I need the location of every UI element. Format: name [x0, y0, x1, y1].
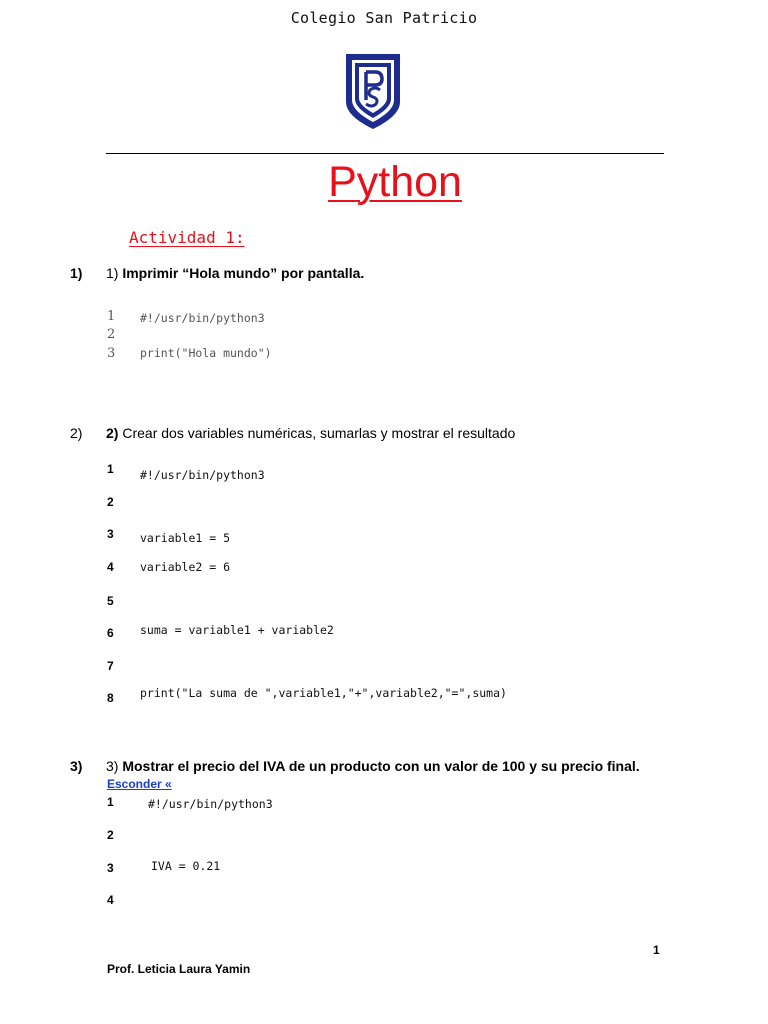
author-footer: Prof. Leticia Laura Yamin [107, 962, 251, 976]
school-header: Colegio San Patricio [290, 9, 478, 27]
code-line: #!/usr/bin/python3 [140, 468, 265, 482]
line-number: 2 [107, 828, 114, 842]
line-number: 3 [107, 861, 114, 875]
exercise-2-prefix: 2) [106, 425, 119, 441]
code-line: IVA = 0.21 [151, 859, 221, 873]
exercise-3-text: Mostrar el precio del IVA de un producto con un valor de 100 y su precio final. [122, 758, 640, 774]
page-number: 1 [653, 943, 660, 957]
code-line: variable2 = 6 [140, 560, 231, 574]
activity-heading: Actividad 1: [129, 228, 245, 247]
code-line: suma = variable1 + variable2 [140, 623, 334, 637]
shield-logo-icon [342, 50, 404, 132]
header-divider [106, 153, 664, 154]
exercise-3-statement [106, 758, 640, 774]
line-number: 3 [107, 346, 116, 361]
exercise-1-text: Imprimir “Hola mundo” por pantalla. [122, 265, 365, 281]
exercise-1-number: 1) [70, 265, 83, 281]
line-number: 1 [107, 309, 116, 324]
exercise-2-number: 2) [70, 425, 83, 441]
hide-link[interactable]: Esconder « [107, 777, 172, 791]
page-title: Python [328, 158, 462, 206]
line-number: 6 [107, 626, 114, 640]
line-number: 4 [107, 560, 114, 574]
line-number: 4 [107, 893, 114, 907]
line-number: 8 [107, 691, 114, 705]
exercise-3-number: 3) [70, 758, 83, 774]
exercise-3-prefix: 3) [106, 758, 119, 774]
line-number: 1 [107, 795, 114, 809]
line-number: 2 [107, 495, 114, 509]
code-line: #!/usr/bin/python3 [140, 311, 265, 325]
code-line: #!/usr/bin/python3 [148, 797, 273, 811]
line-number: 5 [107, 594, 114, 608]
exercise-1-prefix: 1) [106, 265, 119, 281]
code-line: print("La suma de ",variable1,"+",variable2,"=",suma) [140, 686, 507, 700]
exercise-2-statement [106, 425, 515, 441]
exercise-1-statement [106, 265, 364, 281]
line-number: 2 [107, 327, 116, 342]
line-number: 3 [107, 527, 114, 541]
line-number: 7 [107, 659, 114, 673]
line-number: 1 [107, 462, 114, 476]
code-line: print("Hola mundo") [140, 346, 272, 360]
code-line: variable1 = 5 [140, 531, 231, 545]
exercise-2-text: Crear dos variables numéricas, sumarlas y mostrar el resultado [122, 425, 516, 441]
